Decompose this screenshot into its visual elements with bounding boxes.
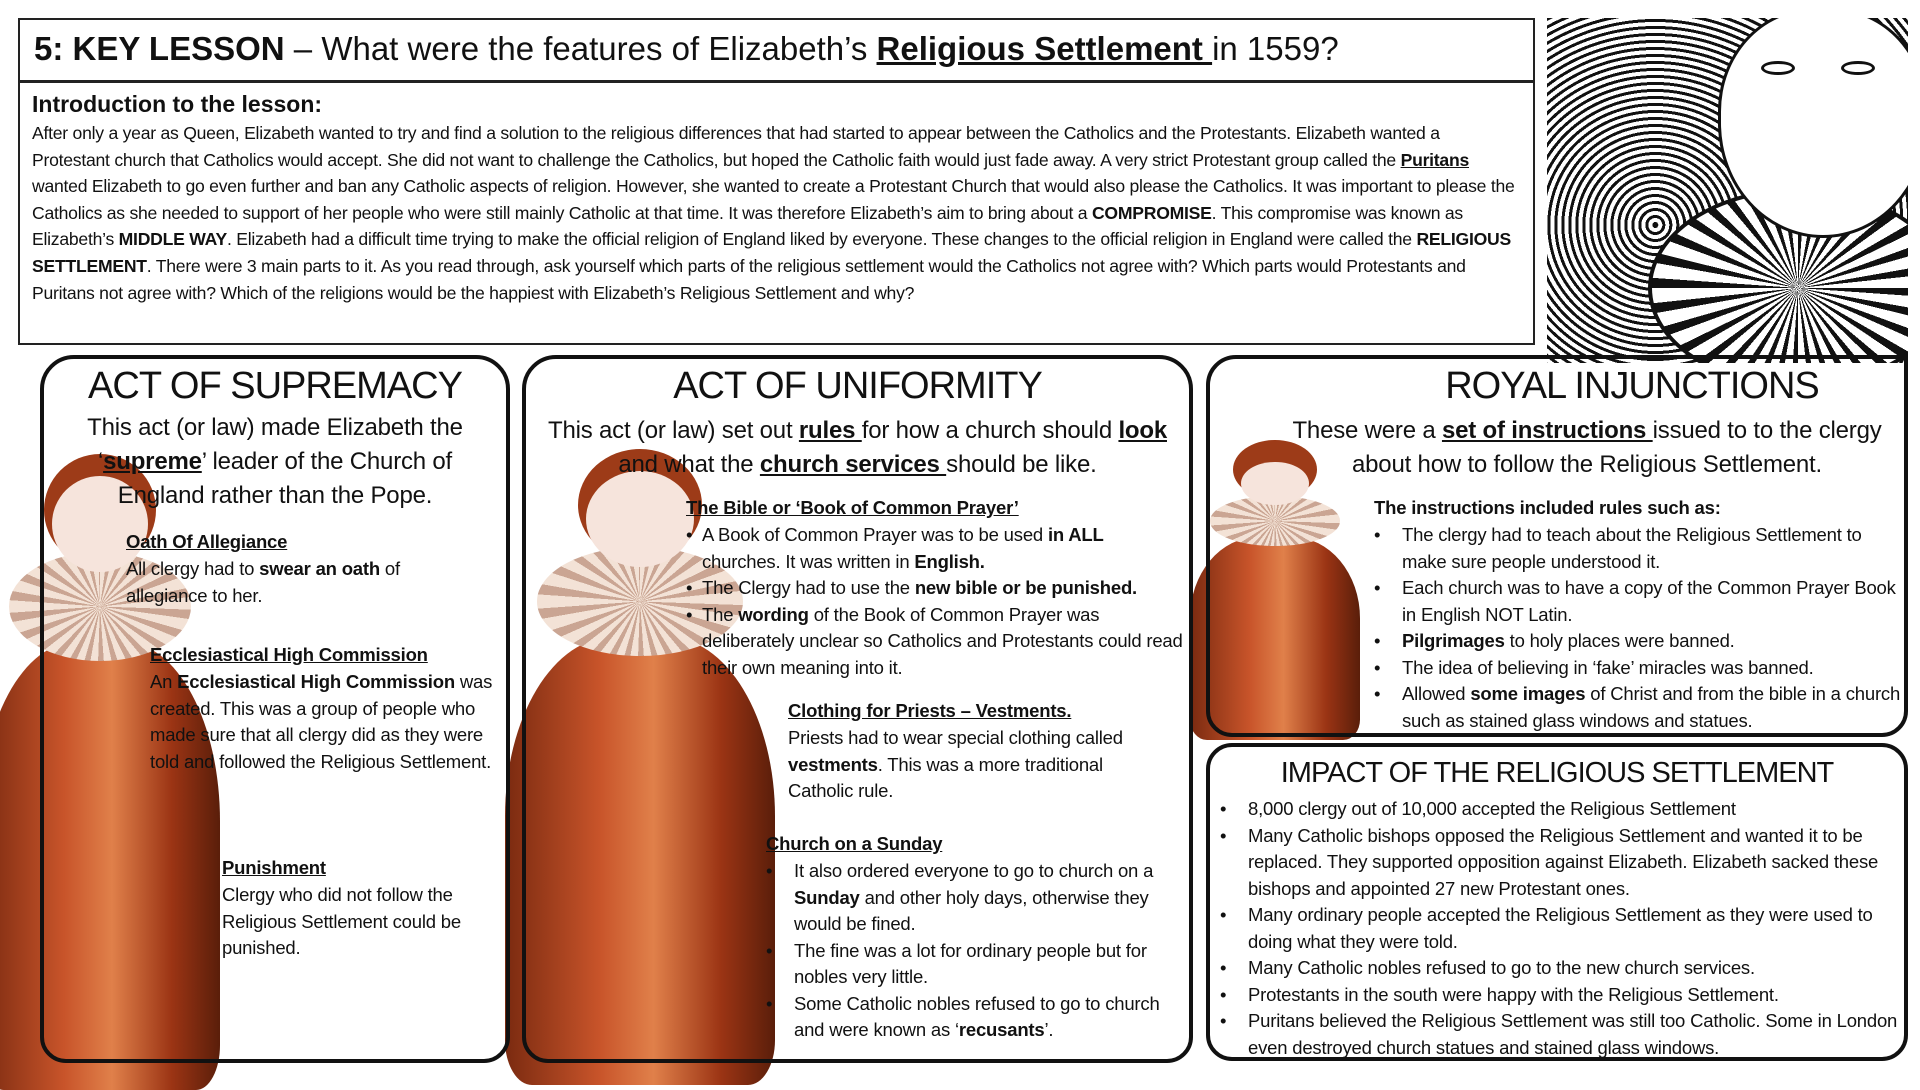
text-segment: It also ordered everyone to go to church on a	[794, 860, 1154, 881]
text-segment: 8,000 clergy out of 10,000 accepted the Religious Settlement	[1248, 798, 1736, 819]
text-segment: set of instructions	[1441, 417, 1653, 444]
panel-heading: IMPACT OF THE RELIGIOUS SETTLEMENT	[1280, 757, 1834, 789]
text-segment: Sunday	[794, 886, 860, 908]
text-segment: of the Book of Common Prayer was deliberately unclear so Catholics and Protestants could read their own meaning into it.	[702, 603, 1183, 678]
text-segment: and what the	[618, 451, 760, 478]
text-segment: wording	[738, 603, 809, 625]
commission-body	[150, 669, 506, 775]
title-question: – What were the features of Elizabeth’s	[284, 30, 877, 67]
text-segment: churches. It was written in	[702, 550, 915, 572]
impact-list	[1220, 796, 1900, 1061]
list-item	[1374, 681, 1904, 734]
text-segment: of allegiance to her.	[126, 558, 400, 606]
instructions-heading: The instructions included rules such as:	[1374, 497, 1721, 518]
list-item	[766, 991, 1171, 1044]
clothing-body	[788, 725, 1128, 805]
text-segment: . Elizabeth had a difficult time trying to make the official religion of England liked by everyone. These changes to the official religion in England were called the	[226, 229, 1417, 250]
text-segment: An	[150, 671, 178, 692]
list-item	[1374, 522, 1904, 575]
impact-panel	[1206, 743, 1908, 1061]
text-segment: issued to to the clergy about how to follow the Religious Settlement.	[1352, 417, 1882, 478]
text-segment: some images	[1470, 683, 1586, 704]
list-item	[1220, 823, 1900, 903]
oath-body	[126, 556, 456, 609]
text-segment: The	[702, 603, 739, 625]
list-item	[1220, 796, 1900, 823]
text-segment: The clergy had to teach about the Religious Settlement to make sure people understood it.	[1402, 524, 1862, 572]
text-segment: The idea of believing in ‘fake’ miracles was banned.	[1402, 656, 1814, 678]
panel-intro	[546, 414, 1169, 482]
list-item	[1220, 1008, 1900, 1061]
list-item	[686, 575, 1186, 602]
text-segment: MIDDLE WAY	[118, 229, 227, 250]
sunday-list	[766, 858, 1171, 1044]
text-segment: Many Catholic nobles refused to go to the new church services.	[1248, 957, 1755, 978]
panel-heading: ACT OF UNIFORMITY	[673, 365, 1042, 407]
text-segment: These were a	[1292, 417, 1442, 444]
bible-list	[686, 522, 1186, 681]
panel-heading: ACT OF SUPREMACY	[88, 365, 462, 407]
text-segment: Many ordinary people accepted the Religious Settlement as they were used to doing what they were told.	[1248, 904, 1873, 952]
text-segment: Many Catholic bishops opposed the Religious Settlement and wanted it to be replaced. They supported opposition against Elizabeth. Elizabeth sacked these bishops and appointed 27 new Protestant ones.	[1248, 824, 1879, 899]
text-segment: English.	[914, 550, 985, 572]
instructions-list	[1374, 522, 1904, 734]
text-segment: and other holy days, otherwise they would be fined.	[794, 886, 1149, 934]
text-segment: Puritans	[1400, 149, 1469, 170]
text-segment: The fine was a lot for ordinary people but for nobles very little.	[794, 939, 1147, 987]
sunday-heading: Church on a Sunday	[766, 833, 943, 854]
list-item	[1220, 982, 1900, 1009]
text-segment: RELIGIOUS SETTLEMENT	[32, 229, 1511, 276]
text-segment: . This was a more traditional Catholic rule.	[788, 753, 1103, 801]
list-item	[1374, 575, 1904, 628]
text-segment: recusants	[958, 1019, 1045, 1040]
list-item	[1374, 628, 1904, 655]
commission-heading: Ecclesiastical High Commission	[150, 644, 428, 665]
list-item	[766, 938, 1171, 991]
text-segment: All clergy had to	[126, 558, 260, 579]
panel-intro	[58, 411, 492, 513]
title-bold: 5: KEY LESSON	[34, 30, 285, 67]
intro-body	[32, 120, 1521, 306]
act-of-supremacy-panel	[40, 355, 510, 1063]
text-segment: for how a church should	[861, 417, 1119, 444]
text-segment: A Book of Common Prayer was to be used	[702, 524, 1048, 545]
text-segment: to holy places were banned.	[1504, 630, 1735, 651]
text-segment: Allowed	[1402, 683, 1471, 704]
elizabeth-portrait-image	[1547, 18, 1908, 363]
text-segment: look	[1118, 417, 1167, 444]
list-item	[686, 602, 1186, 682]
text-segment: ’.	[1044, 1019, 1054, 1040]
text-segment: This act (or law) set out	[548, 417, 799, 444]
text-segment: should be like.	[946, 451, 1097, 478]
text-segment: Ecclesiastical High Commission	[177, 671, 455, 692]
text-segment: vestments	[788, 753, 878, 775]
panel-heading: ROYAL INJUNCTIONS	[1445, 365, 1819, 407]
text-segment: supreme	[103, 448, 202, 475]
text-segment: Some Catholic nobles refused to go to church and were known as ‘	[794, 992, 1160, 1040]
intro-heading: Introduction to the lesson:	[32, 91, 323, 117]
text-segment: new bible or be punished.	[914, 577, 1137, 598]
text-segment: This act (or law) made Elizabeth the ‘	[87, 414, 463, 475]
text-segment: church services	[759, 451, 947, 478]
text-segment: rules	[798, 417, 862, 444]
text-segment: COMPROMISE	[1091, 202, 1212, 223]
title-underlined: Religious Settlement	[876, 30, 1213, 67]
text-segment: in ALL	[1047, 524, 1104, 545]
royal-injunctions-panel	[1206, 355, 1908, 737]
text-segment: Priests had to wear special clothing called	[788, 727, 1123, 748]
text-segment: Protestants in the south were happy with the Religious Settlement.	[1248, 983, 1779, 1005]
oath-heading: Oath Of Allegiance	[126, 531, 288, 552]
list-item	[1374, 655, 1904, 682]
panel-intro	[1280, 414, 1894, 482]
title-end: in 1559?	[1212, 30, 1339, 67]
bible-heading: The Bible or ‘Book of Common Prayer’	[686, 497, 1019, 518]
text-segment: was created. This was a group of people who made sure that all clergy did as they were told and followed the Religious Settlement.	[150, 671, 493, 772]
text-segment: wanted Elizabeth to go even further and ban any Catholic aspects of religion. However, she wanted to create a Protestant Church that would also please the Catholics. It was important to please the Catholics as she needed to support of her people who were still mainly Catholic at that time. It was therefore Elizabeth’s aim to bring about a	[32, 176, 1515, 223]
text-segment: Each church was to have a copy of the Common Prayer Book in English NOT Latin.	[1402, 577, 1896, 625]
lesson-title	[18, 18, 1535, 82]
text-segment: The Clergy had to use the	[702, 577, 915, 598]
text-segment: ’ leader of the Church of England rather than the Pope.	[117, 448, 453, 509]
text-segment: Pilgrimages	[1402, 630, 1505, 651]
text-segment: . There were 3 main parts to it. As you read through, ask yourself which parts of the religious settlement would the Catholics not agree with? Which parts would Protestants and Puritans not agree with? Which of the religions would be the happiest with Elizabeth’s Religious Settlement and why?	[32, 255, 1466, 303]
list-item	[1220, 955, 1900, 982]
text-segment: Puritans believed the Religious Settlement was still too Catholic. Some in London even destroyed church statues and stained glass windows.	[1248, 1010, 1898, 1058]
clothing-heading: Clothing for Priests – Vestments.	[788, 700, 1072, 721]
text-segment: Clergy who did not follow the Religious Settlement could be punished.	[222, 884, 461, 958]
list-item	[1220, 902, 1900, 955]
act-of-uniformity-panel	[522, 355, 1193, 1063]
intro-box	[18, 81, 1535, 345]
text-segment: swear an oath	[259, 558, 380, 579]
punishment-body	[222, 882, 467, 962]
list-item	[686, 522, 1186, 575]
text-segment: After only a year as Queen, Elizabeth wanted to try and find a solution to the religious differences that had started to appear between the Catholics and the Protestants. Elizabeth wanted a Protestant church that Catholics would accept. She did not want to challenge the Catholics, but hoped the Catholic faith would just fade away. A very strict Protestant group called the	[32, 123, 1440, 170]
punishment-heading: Punishment	[222, 857, 326, 878]
text-segment: . This compromise was known as Elizabeth’s	[32, 202, 1463, 250]
text-segment: of Christ and from the bible in a church such as stained glass windows and statues.	[1402, 683, 1901, 731]
list-item	[766, 858, 1171, 938]
